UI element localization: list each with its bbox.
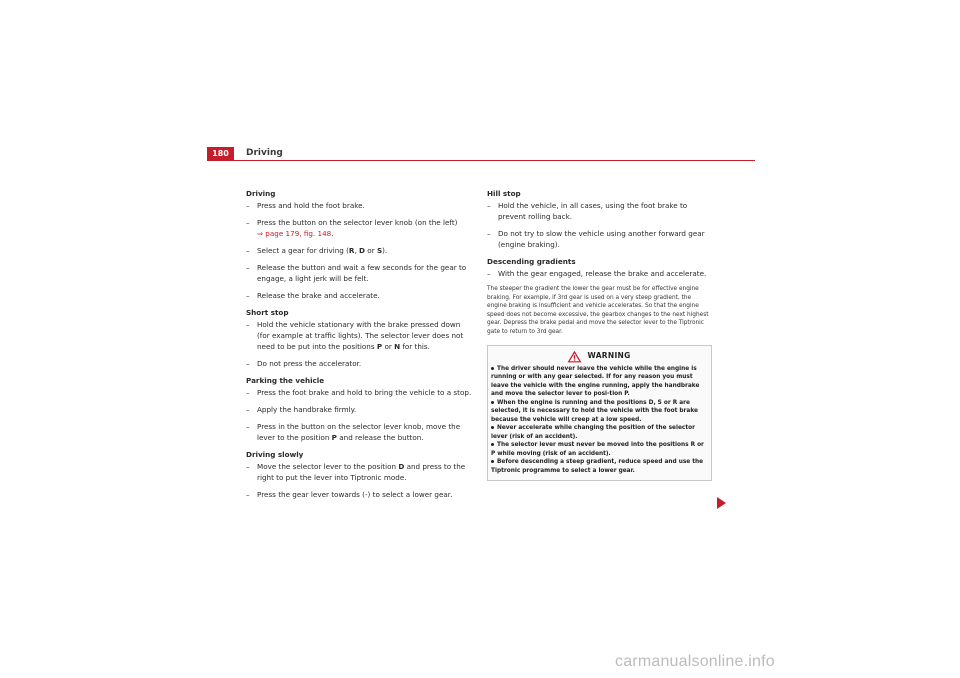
bullet-icon [491,443,494,446]
dash-marker: – [246,490,250,499]
list-item: – Release the button and wait a few seconds for the gear to engage, a light jerk will be felt. [246,263,467,283]
list-item: – Press and hold the foot brake. [246,201,365,210]
section-title-hill-stop: Hill stop [487,189,521,198]
warning-title: WARNING [587,350,631,360]
dash-marker: – [246,422,250,431]
continue-arrow-icon [717,497,726,509]
warning-item: The selector lever must never be moved into the positions R or P while moving (risk of an accident). [491,442,704,457]
page-number: 180 [207,147,234,161]
right-column [487,188,712,481]
list-item: – Select a gear for driving (R, D or S). [246,246,388,255]
section-title-driving-slowly: Driving slowly [246,450,304,459]
warning-item: The driver should never leave the vehicle while the engine is running or with any gear selected. If for any reason you must leave the vehicle with the engine running, apply the handbrake and move the selector lever to posi-tion P. [491,365,700,398]
dash-marker: – [246,263,250,272]
section-title-descending: Descending gradients [487,257,576,266]
dash-marker: – [246,201,250,210]
dash-marker: – [246,291,250,300]
dash-marker: – [246,388,250,397]
bullet-icon [491,426,494,429]
warning-item: Never accelerate while changing the position of the selector lever (risk of an accident). [491,425,695,440]
list-item: – Press the gear lever towards (-) to select a lower gear. [246,490,453,499]
list-item: – Hold the vehicle, in all cases, using the foot brake to prevent rolling back. [487,201,688,221]
dash-marker: – [246,246,250,255]
dash-marker: – [487,229,491,238]
dash-marker: – [487,269,491,278]
section-title-parking: Parking the vehicle [246,376,325,385]
warning-item: Before descending a steep gradient, reduce speed and use the Tiptronic programme to select a lower gear. [491,459,704,474]
bullet-icon [491,460,494,463]
dash-marker: – [487,201,491,210]
left-column [246,188,474,506]
running-header: Driving [246,148,283,158]
list-item: – Apply the handbrake firmly. [246,405,357,414]
watermark-text: carmanualsonline.info [615,653,775,670]
list-item: – Do not press the accelerator. [246,359,362,368]
list-item: – Press the button on the selector lever knob (on the left) ⇒ page 179, fig. 148. [246,218,458,238]
dash-marker: – [246,218,250,227]
bullet-icon [491,367,494,370]
gradient-note: The steeper the gradient the lower the gear must be for effective engine braking. For example, if 3rd gear is used on a very steep gradient, the engine braking is insufficient and vehicle accelerates. So that the engine speed does not become excessive, the gearbox changes to the next highest gear. Depress the brake pedal and move the selector lever to the Tiptronic gate to return to 3rd gear. [487,286,709,335]
list-item: – Press the foot brake and hold to bring the vehicle to a stop. [246,388,472,397]
list-item: – Release the brake and accelerate. [246,291,380,300]
warning-header [491,350,707,363]
dash-marker: – [246,359,250,368]
header-rule [207,160,755,161]
list-item: – With the gear engaged, release the brake and accelerate. [487,269,707,278]
dash-marker: – [246,405,250,414]
list-item: – Hold the vehicle stationary with the brake pressed down (for example at traffic lights). The selector lever does not need to be put into the positions P or N for this. [246,320,464,351]
bullet-icon [491,401,494,404]
section-title-driving: Driving [246,189,276,198]
list-item: – Do not try to slow the vehicle using another forward gear (engine braking). [487,229,705,249]
list-item: – Press in the button on the selector lever knob, move the lever to the position P and release the button. [246,422,461,442]
warning-triangle-icon [567,350,582,363]
section-title-short-stop: Short stop [246,308,289,317]
warning-item: When the engine is running and the positions D, S or R are selected, it is necessary to hold the vehicle with the foot brake because the vehicle will creep at a low speed. [491,399,698,423]
dash-marker: – [246,320,250,329]
list-item: – Move the selector lever to the position D and press to the right to put the lever into Tiptronic mode. [246,462,466,482]
warning-box [487,345,712,482]
dash-marker: – [246,462,250,471]
page-reference-link[interactable]: ⇒ page 179, fig. 148 [257,229,332,238]
